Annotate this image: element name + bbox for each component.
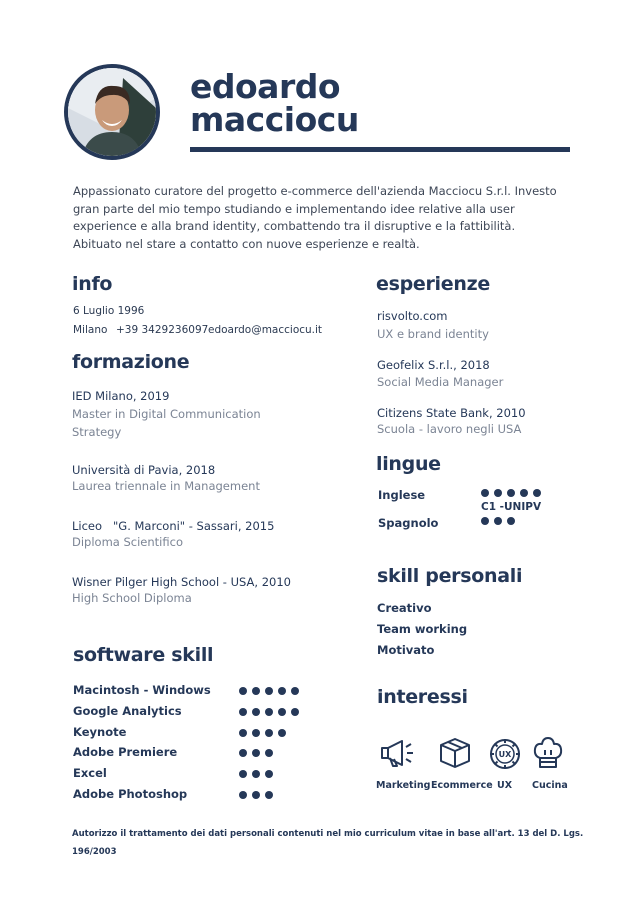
level-dot [252,749,260,757]
software-skill-name: Google Analytics [73,704,182,718]
esperienza-role: UX e brand identity [377,327,489,341]
level-dot [239,729,247,737]
section-title-lingue: lingue [376,453,441,475]
section-title-esperienze: esperienze [376,273,490,295]
software-skill-level-dots [239,791,273,799]
bio-text: Appassionato curatore del progetto e-commerce dell'azienda Macciocu S.r.l. Investo gran parte del mio tempo studiando e implementando idee relative alla user experience e alla brand identity, combattendo tra il disruptive e la fattibilità. Abituato nel stare a contatto con nuove esperienze e realtà. [73,184,557,251]
section-title-software: software skill [73,644,214,666]
level-dot [507,489,515,497]
ux-badge-label: UX [498,750,512,759]
level-dot [494,517,502,525]
formazione-place: Wisner Pilger High School - USA, 2010 [72,575,291,589]
level-dot [291,708,299,716]
ux-badge-icon [489,738,521,774]
level-dot [239,791,247,799]
level-dot [265,749,273,757]
level-dot [507,517,515,525]
chef-hat-icon [532,736,564,774]
lingua-level-dots [481,489,541,497]
section-title-formazione: formazione [72,351,190,373]
skill-item: Team working [377,622,468,636]
software-skill-name: Adobe Premiere [73,745,178,759]
level-dot [278,687,286,695]
interesse-label: Cucina [532,780,568,791]
lingua-name: Spagnolo [378,516,439,530]
section-title-skill-personali: skill personali [377,565,523,587]
level-dot [239,708,247,716]
lingua-name: Inglese [378,488,426,502]
megaphone-icon [380,737,414,773]
interesse-label: Marketing [376,780,431,791]
software-skill-level-dots [239,708,299,716]
section-title-info: info [72,273,113,295]
level-dot [252,791,260,799]
last-name: macciocu [190,100,359,139]
formazione-detail: High School Diploma [72,591,192,605]
formazione-detail: Laurea triennale in Management [72,479,260,493]
section-title-interessi: interessi [377,686,468,708]
esperienza-place: Geofelix S.r.l., 2018 [377,358,490,372]
level-dot [239,770,247,778]
level-dot [481,489,489,497]
level-dot [252,729,260,737]
level-dot [265,791,273,799]
software-skill-name: Macintosh - Windows [73,683,211,697]
birth-date: 6 Luglio 1996 [73,305,145,317]
software-skill-level-dots [239,749,273,757]
info-phone: +39 3429236097 [116,324,209,336]
avatar [64,64,160,160]
formazione-place: IED Milano, 2019 [72,389,170,403]
formazione-place: Università di Pavia, 2018 [72,463,216,477]
interesse-label: UX [497,780,513,791]
box-icon [438,737,472,773]
esperienza-place: risvolto.com [377,309,448,323]
first-name: edoardo [190,67,341,106]
level-dot [265,729,273,737]
info-email: edoardo@macciocu.it [208,324,323,336]
esperienza-role: Social Media Manager [377,375,504,389]
interesse-label: Ecommerce [431,780,493,791]
software-skill-name: Keynote [73,725,127,739]
software-skill-level-dots [239,729,286,737]
level-dot [252,770,260,778]
level-dot [265,770,273,778]
lingua-level-dots [481,517,515,525]
level-dot [520,489,528,497]
level-dot [252,687,260,695]
formazione-detail: Master in Digital Communication Strategy [72,407,261,439]
level-dot [252,708,260,716]
info-city: Milano [73,324,108,336]
skill-item: Motivato [377,643,435,657]
level-dot [278,729,286,737]
formazione-place: Liceo "G. Marconi" - Sassari, 2015 [72,519,275,533]
level-dot [533,489,541,497]
header-rule [190,147,570,152]
level-dot [481,517,489,525]
skill-item: Creativo [377,601,432,615]
level-dot [494,489,502,497]
formazione-detail: Diploma Scientifico [72,535,183,549]
lingua-note: C1 -UNIPV [481,501,542,513]
level-dot [239,749,247,757]
software-skill-level-dots [239,687,299,695]
footer-consent-line1: Autorizzo il trattamento dei dati personali contenuti nel mio curriculum vitae in base all'art. 13 del D. Lgs. [72,829,584,839]
esperienza-role: Scuola - lavoro negli USA [377,422,522,436]
level-dot [291,687,299,695]
level-dot [239,687,247,695]
software-skill-level-dots [239,770,273,778]
footer-consent-line2: 196/2003 [72,847,117,857]
software-skill-name: Excel [73,766,107,780]
level-dot [265,687,273,695]
level-dot [265,708,273,716]
software-skill-name: Adobe Photoshop [73,787,188,801]
esperienza-place: Citizens State Bank, 2010 [377,406,526,420]
level-dot [278,708,286,716]
